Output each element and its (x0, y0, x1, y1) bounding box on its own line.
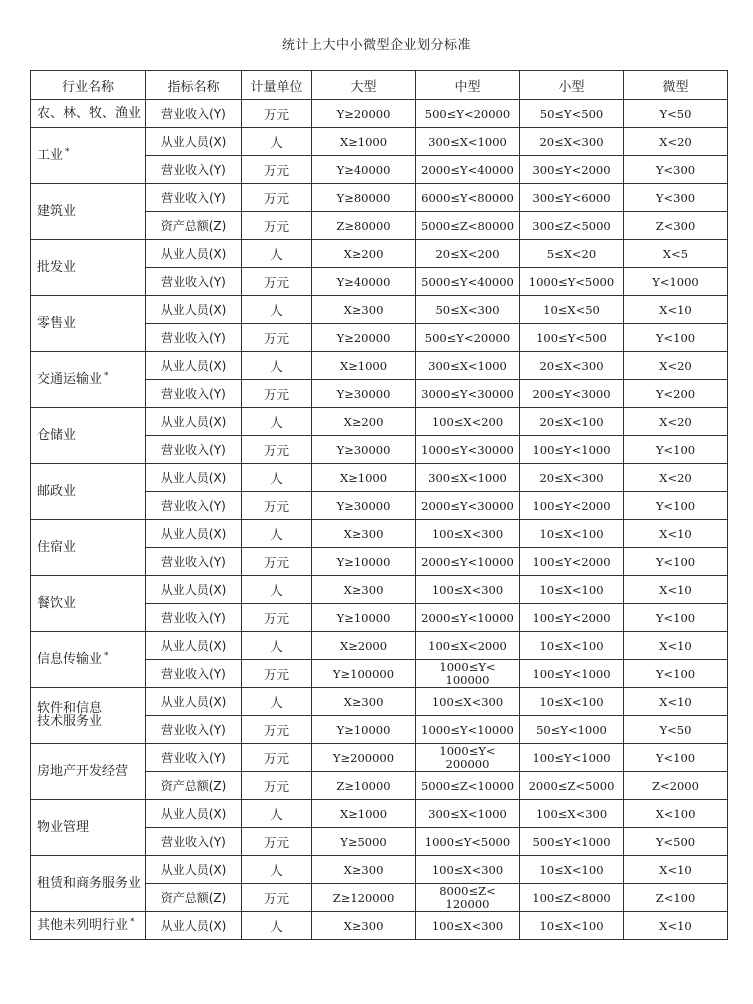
industry-label: 信息传输业 (37, 652, 103, 667)
indicator-name: 从业人员(X) (146, 688, 242, 716)
micro-threshold: Y<100 (624, 324, 728, 352)
classification-table (30, 70, 728, 940)
table-row (31, 184, 728, 212)
table-row (31, 296, 728, 324)
indicator-name: 营业收入(Y) (146, 184, 242, 212)
micro-threshold: X<10 (624, 856, 728, 884)
unit-cell: 人 (242, 296, 312, 324)
industry-label: 仓储业 (37, 428, 77, 443)
table-row (31, 464, 728, 492)
small-threshold: 100≤Y<1000 (520, 744, 624, 772)
table-row (31, 688, 728, 716)
large-threshold: X≥300 (312, 576, 416, 604)
unit-cell: 人 (242, 128, 312, 156)
unit-cell: 人 (242, 688, 312, 716)
large-threshold: Y≥40000 (312, 156, 416, 184)
industry-label: 工业 (37, 148, 64, 163)
small-threshold: 10≤X<100 (520, 520, 624, 548)
industry-name (31, 100, 146, 128)
industry-label: 住宿业 (37, 540, 77, 555)
small-threshold: 20≤X<300 (520, 352, 624, 380)
small-threshold: 100≤Z<8000 (520, 884, 624, 912)
industry-label: 其他未列明行业 (37, 918, 129, 933)
unit-cell: 人 (242, 408, 312, 436)
industry-name (31, 464, 146, 520)
unit-cell: 万元 (242, 184, 312, 212)
indicator-name: 营业收入(Y) (146, 100, 242, 128)
medium-threshold: 5000≤Z<10000 (416, 772, 520, 800)
indicator-name: 从业人员(X) (146, 296, 242, 324)
large-threshold: Y≥10000 (312, 548, 416, 576)
large-threshold: X≥1000 (312, 800, 416, 828)
table-row (31, 408, 728, 436)
unit-cell: 人 (242, 800, 312, 828)
indicator-name: 营业收入(Y) (146, 828, 242, 856)
unit-cell: 人 (242, 576, 312, 604)
unit-cell: 万元 (242, 660, 312, 688)
small-threshold: 100≤Y<1000 (520, 660, 624, 688)
unit-cell: 万元 (242, 212, 312, 240)
industry-label: 零售业 (37, 316, 77, 331)
small-threshold: 500≤Y<1000 (520, 828, 624, 856)
unit-cell: 万元 (242, 884, 312, 912)
small-threshold: 100≤Y<2000 (520, 548, 624, 576)
indicator-name: 营业收入(Y) (146, 604, 242, 632)
micro-threshold: Y<300 (624, 156, 728, 184)
industry-name (31, 856, 146, 912)
footnote-marker: * (104, 371, 109, 381)
large-threshold: X≥300 (312, 688, 416, 716)
medium-threshold: 300≤X<1000 (416, 464, 520, 492)
micro-threshold: X<10 (624, 912, 728, 940)
unit-cell: 万元 (242, 436, 312, 464)
large-threshold: Y≥30000 (312, 380, 416, 408)
indicator-name: 从业人员(X) (146, 912, 242, 940)
micro-threshold: Y<50 (624, 100, 728, 128)
unit-cell: 万元 (242, 548, 312, 576)
header-unit: 计量单位 (242, 71, 312, 100)
unit-cell: 人 (242, 352, 312, 380)
table-row (31, 800, 728, 828)
small-threshold: 300≤Y<2000 (520, 156, 624, 184)
industry-name (31, 240, 146, 296)
large-threshold: X≥2000 (312, 632, 416, 660)
large-threshold: X≥200 (312, 240, 416, 268)
footnote-marker: * (65, 147, 70, 157)
small-threshold: 10≤X<50 (520, 296, 624, 324)
micro-threshold: Y<100 (624, 744, 728, 772)
medium-threshold: 50≤X<300 (416, 296, 520, 324)
industry-label: 软件和信息 技术服务业 (37, 701, 103, 729)
unit-cell: 万元 (242, 744, 312, 772)
header-medium: 中型 (416, 71, 520, 100)
indicator-name: 从业人员(X) (146, 352, 242, 380)
small-threshold: 100≤Y<2000 (520, 492, 624, 520)
medium-threshold: 20≤X<200 (416, 240, 520, 268)
industry-name (31, 632, 146, 688)
industry-label: 租赁和商务服务业 (37, 876, 142, 891)
large-threshold: Y≥200000 (312, 744, 416, 772)
medium-threshold: 2000≤Y<10000 (416, 604, 520, 632)
large-threshold: X≥300 (312, 520, 416, 548)
indicator-name: 营业收入(Y) (146, 268, 242, 296)
medium-threshold: 100≤X<2000 (416, 632, 520, 660)
page-title: 统计上大中小微型企业划分标准 (281, 38, 471, 53)
micro-threshold: Y<1000 (624, 268, 728, 296)
table-row (31, 240, 728, 268)
indicator-name: 从业人员(X) (146, 408, 242, 436)
small-threshold: 20≤X<300 (520, 464, 624, 492)
unit-cell: 万元 (242, 268, 312, 296)
small-threshold: 10≤X<100 (520, 688, 624, 716)
micro-threshold: Y<100 (624, 436, 728, 464)
indicator-name: 资产总额(Z) (146, 212, 242, 240)
indicator-name: 从业人员(X) (146, 128, 242, 156)
medium-threshold: 1000≤Y<30000 (416, 436, 520, 464)
industry-name (31, 800, 146, 856)
large-threshold: X≥1000 (312, 464, 416, 492)
table-header-row (31, 71, 728, 100)
unit-cell: 人 (242, 240, 312, 268)
unit-cell: 万元 (242, 156, 312, 184)
medium-threshold: 100≤X<300 (416, 856, 520, 884)
industry-name (31, 912, 146, 940)
large-threshold: X≥1000 (312, 128, 416, 156)
micro-threshold: Y<500 (624, 828, 728, 856)
industry-name (31, 744, 146, 800)
medium-threshold: 5000≤Y<40000 (416, 268, 520, 296)
header-large: 大型 (312, 71, 416, 100)
industry-name (31, 408, 146, 464)
micro-threshold: X<10 (624, 296, 728, 324)
medium-threshold: 500≤Y<20000 (416, 324, 520, 352)
indicator-name: 营业收入(Y) (146, 548, 242, 576)
micro-threshold: X<20 (624, 464, 728, 492)
large-threshold: Y≥20000 (312, 324, 416, 352)
micro-threshold: Y<50 (624, 716, 728, 744)
medium-threshold: 300≤X<1000 (416, 800, 520, 828)
large-threshold: Y≥40000 (312, 268, 416, 296)
micro-threshold: X<10 (624, 520, 728, 548)
medium-threshold: 1000≤Y<10000 (416, 716, 520, 744)
small-threshold: 100≤Y<2000 (520, 604, 624, 632)
industry-name (31, 184, 146, 240)
small-threshold: 20≤X<100 (520, 408, 624, 436)
indicator-name: 营业收入(Y) (146, 660, 242, 688)
indicator-name: 从业人员(X) (146, 632, 242, 660)
table-body (31, 100, 728, 940)
table-row (31, 744, 728, 772)
large-threshold: Y≥10000 (312, 716, 416, 744)
medium-threshold: 5000≤Z<80000 (416, 212, 520, 240)
medium-threshold: 6000≤Y<80000 (416, 184, 520, 212)
medium-threshold: 1000≤Y< 200000 (416, 744, 520, 772)
medium-threshold: 2000≤Y<40000 (416, 156, 520, 184)
small-threshold: 10≤X<100 (520, 576, 624, 604)
small-threshold: 50≤Y<1000 (520, 716, 624, 744)
industry-label: 建筑业 (37, 204, 77, 219)
medium-threshold: 8000≤Z< 120000 (416, 884, 520, 912)
medium-threshold: 100≤X<300 (416, 912, 520, 940)
unit-cell: 万元 (242, 324, 312, 352)
medium-threshold: 3000≤Y<30000 (416, 380, 520, 408)
industry-label: 房地产开发经营 (37, 764, 129, 779)
micro-threshold: X<20 (624, 408, 728, 436)
small-threshold: 1000≤Y<5000 (520, 268, 624, 296)
micro-threshold: Y<100 (624, 660, 728, 688)
medium-threshold: 500≤Y<20000 (416, 100, 520, 128)
small-threshold: 100≤Y<500 (520, 324, 624, 352)
large-threshold: Y≥100000 (312, 660, 416, 688)
medium-threshold: 100≤X<300 (416, 576, 520, 604)
indicator-name: 营业收入(Y) (146, 380, 242, 408)
indicator-name: 资产总额(Z) (146, 772, 242, 800)
small-threshold: 10≤X<100 (520, 912, 624, 940)
medium-threshold: 300≤X<1000 (416, 352, 520, 380)
large-threshold: Z≥120000 (312, 884, 416, 912)
table-row (31, 632, 728, 660)
industry-label: 交通运输业 (37, 372, 103, 387)
medium-threshold: 100≤X<300 (416, 520, 520, 548)
small-threshold: 10≤X<100 (520, 632, 624, 660)
unit-cell: 人 (242, 520, 312, 548)
indicator-name: 营业收入(Y) (146, 492, 242, 520)
header-small: 小型 (520, 71, 624, 100)
medium-threshold: 1000≤Y< 100000 (416, 660, 520, 688)
industry-label: 邮政业 (37, 484, 77, 499)
micro-threshold: X<10 (624, 576, 728, 604)
indicator-name: 从业人员(X) (146, 464, 242, 492)
small-threshold: 300≤Z<5000 (520, 212, 624, 240)
medium-threshold: 2000≤Y<30000 (416, 492, 520, 520)
micro-threshold: X<100 (624, 800, 728, 828)
header-indicator: 指标名称 (146, 71, 242, 100)
table-row (31, 520, 728, 548)
small-threshold: 50≤Y<500 (520, 100, 624, 128)
small-threshold: 5≤X<20 (520, 240, 624, 268)
small-threshold: 10≤X<100 (520, 856, 624, 884)
unit-cell: 人 (242, 632, 312, 660)
medium-threshold: 100≤X<200 (416, 408, 520, 436)
industry-label: 物业管理 (37, 820, 90, 835)
industry-name (31, 688, 146, 744)
industry-name (31, 520, 146, 576)
table-row (31, 576, 728, 604)
micro-threshold: X<10 (624, 632, 728, 660)
industry-name (31, 128, 146, 184)
unit-cell: 万元 (242, 716, 312, 744)
large-threshold: X≥1000 (312, 352, 416, 380)
unit-cell: 万元 (242, 100, 312, 128)
large-threshold: Y≥80000 (312, 184, 416, 212)
large-threshold: Y≥30000 (312, 436, 416, 464)
micro-threshold: Y<200 (624, 380, 728, 408)
industry-label: 餐饮业 (37, 596, 77, 611)
unit-cell: 万元 (242, 772, 312, 800)
footnote-marker: * (130, 917, 135, 927)
micro-threshold: Y<100 (624, 548, 728, 576)
indicator-name: 资产总额(Z) (146, 884, 242, 912)
small-threshold: 200≤Y<3000 (520, 380, 624, 408)
table-row (31, 912, 728, 940)
indicator-name: 从业人员(X) (146, 856, 242, 884)
micro-threshold: X<10 (624, 688, 728, 716)
unit-cell: 万元 (242, 604, 312, 632)
micro-threshold: Z<300 (624, 212, 728, 240)
industry-name (31, 352, 146, 408)
indicator-name: 从业人员(X) (146, 520, 242, 548)
indicator-name: 营业收入(Y) (146, 156, 242, 184)
medium-threshold: 2000≤Y<10000 (416, 548, 520, 576)
unit-cell: 人 (242, 464, 312, 492)
large-threshold: X≥300 (312, 296, 416, 324)
micro-threshold: X<20 (624, 128, 728, 156)
indicator-name: 从业人员(X) (146, 800, 242, 828)
industry-name (31, 296, 146, 352)
large-threshold: X≥300 (312, 856, 416, 884)
medium-threshold: 300≤X<1000 (416, 128, 520, 156)
indicator-name: 营业收入(Y) (146, 436, 242, 464)
large-threshold: Y≥30000 (312, 492, 416, 520)
small-threshold: 300≤Y<6000 (520, 184, 624, 212)
unit-cell: 万元 (242, 828, 312, 856)
table-row (31, 352, 728, 380)
micro-threshold: Y<300 (624, 184, 728, 212)
table-row (31, 856, 728, 884)
indicator-name: 营业收入(Y) (146, 716, 242, 744)
large-threshold: Y≥20000 (312, 100, 416, 128)
header-industry: 行业名称 (31, 71, 146, 100)
small-threshold: 20≤X<300 (520, 128, 624, 156)
large-threshold: Z≥80000 (312, 212, 416, 240)
micro-threshold: X<20 (624, 352, 728, 380)
micro-threshold: X<5 (624, 240, 728, 268)
micro-threshold: Z<2000 (624, 772, 728, 800)
micro-threshold: Y<100 (624, 604, 728, 632)
footnote-marker: * (104, 651, 109, 661)
large-threshold: X≥200 (312, 408, 416, 436)
table-row (31, 100, 728, 128)
unit-cell: 人 (242, 912, 312, 940)
large-threshold: Y≥5000 (312, 828, 416, 856)
indicator-name: 从业人员(X) (146, 240, 242, 268)
large-threshold: Y≥10000 (312, 604, 416, 632)
industry-name (31, 576, 146, 632)
medium-threshold: 100≤X<300 (416, 688, 520, 716)
micro-threshold: Y<100 (624, 492, 728, 520)
indicator-name: 营业收入(Y) (146, 744, 242, 772)
industry-label: 农、林、牧、渔业 (37, 106, 142, 121)
table-row (31, 128, 728, 156)
industry-label: 批发业 (37, 260, 77, 275)
indicator-name: 从业人员(X) (146, 576, 242, 604)
unit-cell: 万元 (242, 380, 312, 408)
indicator-name: 营业收入(Y) (146, 324, 242, 352)
unit-cell: 万元 (242, 492, 312, 520)
micro-threshold: Z<100 (624, 884, 728, 912)
header-micro: 微型 (624, 71, 728, 100)
small-threshold: 100≤Y<1000 (520, 436, 624, 464)
large-threshold: X≥300 (312, 912, 416, 940)
unit-cell: 人 (242, 856, 312, 884)
medium-threshold: 1000≤Y<5000 (416, 828, 520, 856)
small-threshold: 100≤X<300 (520, 800, 624, 828)
large-threshold: Z≥10000 (312, 772, 416, 800)
small-threshold: 2000≤Z<5000 (520, 772, 624, 800)
